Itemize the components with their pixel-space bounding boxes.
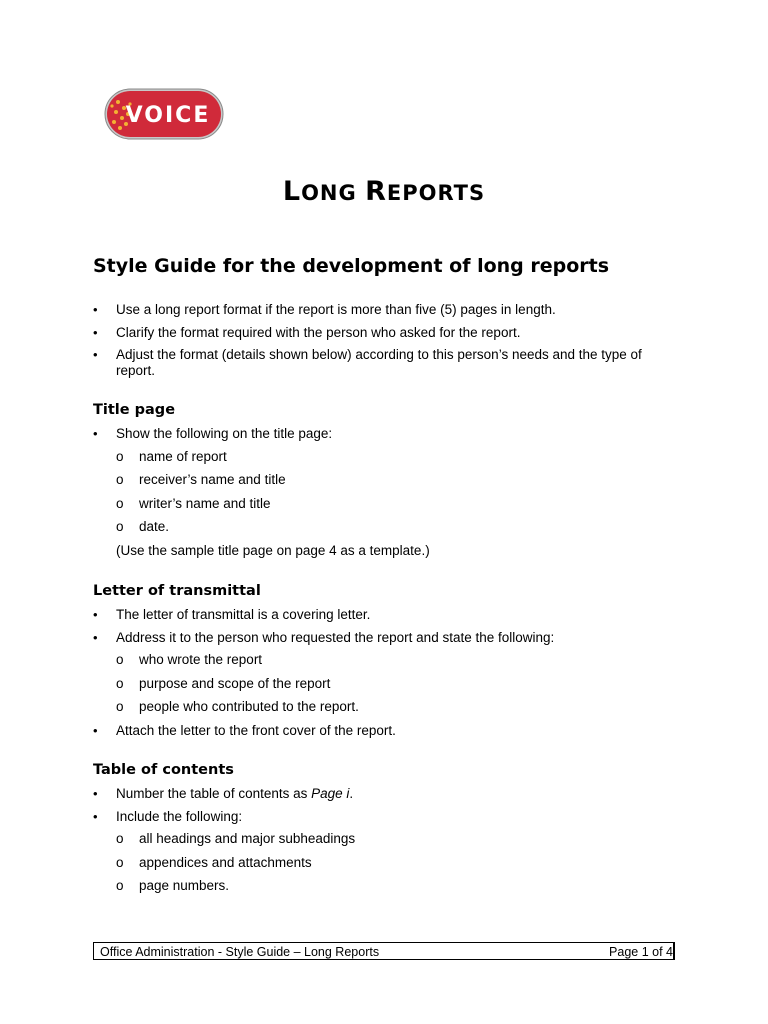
footer-title: Office Administration - Style Guide – Long Reports <box>100 945 380 959</box>
sub-list-item: o who wrote the report <box>116 652 263 667</box>
list-item: • Show the following on the title page: <box>93 426 333 441</box>
document-title: LONG REPORTS <box>282 176 486 207</box>
sub-list-item: o page numbers. <box>116 878 230 893</box>
voice-logo <box>104 88 224 140</box>
list-item: • Number the table of contents as Page i. <box>93 786 354 801</box>
title-page-list <box>93 426 683 558</box>
sub-list-item: o all headings and major subheadings <box>116 831 356 846</box>
template-note: (Use the sample title page on page 4 as a template.) <box>116 542 430 558</box>
sub-list-item: o writer’s name and title <box>116 495 271 511</box>
sub-list-item: o receiver’s name and title <box>116 472 286 487</box>
list-item: • Use a long report format if the report is more than five (5) pages in length. <box>93 302 556 317</box>
section-heading-toc: Table of contents <box>93 762 234 778</box>
intro-bullet-list <box>93 302 683 378</box>
sub-list-item: o date. <box>116 519 170 534</box>
section-heading-title-page: Title page <box>93 402 176 418</box>
list-item: • The letter of transmittal is a covering letter. <box>93 607 371 622</box>
sub-list-item: o name of report <box>116 448 227 464</box>
sub-list-item: o appendices and attachments <box>116 854 312 870</box>
document-subtitle: Style Guide for the development of long reports <box>93 255 610 277</box>
list-item: • Adjust the format (details shown below) according to this person’s needs and the type of report. <box>93 347 642 378</box>
sub-list-item: o purpose and scope of the report <box>116 675 331 691</box>
transmittal-list <box>93 607 683 738</box>
section-heading-transmittal: Letter of transmittal <box>93 583 261 599</box>
list-item: • Clarify the format required with the person who asked for the report. <box>93 324 521 340</box>
sub-list-item: o people who contributed to the report. <box>116 699 359 714</box>
page-footer <box>93 942 675 960</box>
page-number: Page 1 of 4 <box>609 945 673 959</box>
list-item: • Address it to the person who requested the report and state the following: <box>93 629 555 645</box>
toc-list <box>93 786 683 894</box>
svg-text:VOICE: VOICE <box>125 103 211 128</box>
list-item: • Include the following: <box>93 808 243 824</box>
list-item: • Attach the letter to the front cover of the report. <box>93 722 396 738</box>
